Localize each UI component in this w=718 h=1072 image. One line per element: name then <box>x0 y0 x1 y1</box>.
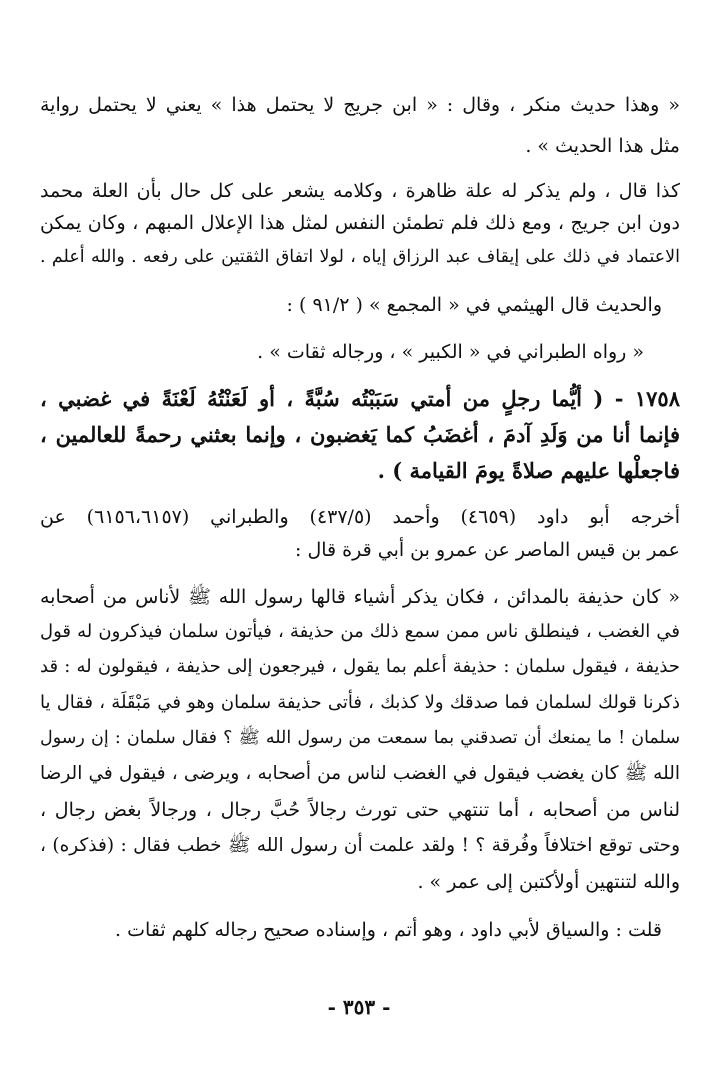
text-line-1: « وهذا حديث منكر ، وقال : « ابن جريج لا يحتمل هذا » يعني لا يحتمل رواية <box>40 94 680 116</box>
text-line-13: ذكرنا قولك لسلمان فما صدقك ولا كذبك ، فأتى حذيفة سلمان وهو في مَبْقَلَة ، فقال يا <box>40 692 680 713</box>
text-line-7: « رواه الطبراني في « الكبير » ، ورجاله ثقات » . <box>257 341 644 363</box>
text-line-9: عمر بن قيس الماصر عن عمرو بن أبي قرة قال : <box>295 539 680 561</box>
text-line-16: لناس من أصحابه ، أما تنتهي حتى تورث رجالاً حُبَّ رجال ، ورجالاً بغض رجال ، <box>40 799 680 821</box>
page-number: - ٣٥٣ - <box>327 995 391 1019</box>
text-line-18: والله لتنتهين أولأكتبن إلى عمر » . <box>417 871 680 893</box>
text-line-3: كذا قال ، ولم يذكر له علة ظاهرة ، وكلامه يشعر على كل حال بأن العلة محمد <box>40 180 680 202</box>
text-line-15: الله ﷺ كان يغضب فيقول في الغضب لناس من أصحابه ، ويرضى ، فيقول في الرضا <box>40 763 680 784</box>
text-line-14: سلمان ! ما يمنعك أن تصدقني بما سمعت من رسول الله ﷺ ؟ فقال سلمان : إن رسول <box>40 728 680 748</box>
text-line-10: « كان حذيفة بالمدائن ، فكان يذكر أشياء قالها رسول الله ﷺ لأناس من أصحابه <box>40 586 680 608</box>
text-line-17: وحتى توقع اختلافاً وفُرقة ؟ ! ولقد علمت أن رسول الله ﷺ خطب فقال : (فذكره) ، <box>40 835 680 856</box>
text-line-11: في الغضب ، فينطلق ناس ممن سمع ذلك من حذيفة ، فيأتون سلمان فيذكرون له قول <box>40 621 680 642</box>
hadith-line-3: فاجعلْها عليهم صلاةً يومَ القيامة ) . <box>377 458 680 483</box>
hadith-line-2: فإنما أنا من وَلَدِ آدمَ ، أغضَبُ كما يَغضبون ، وإنما بعثني رحمةً للعالمين ، <box>40 422 680 447</box>
text-line-8: أخرجه أبو داود (٤٦٥٩) وأحمد (٤٣٧/٥) والطبراني (٦١٥٦،٦١٥٧) عن <box>40 506 680 528</box>
text-line-6: والحديث قال الهيثمي في « المجمع » ( ٩١/٢ ) : <box>286 294 662 316</box>
text-line-19: قلت : والسياق لأبي داود ، وهو أتم ، وإسناده صحيح رجاله كلهم ثقات . <box>114 919 662 941</box>
text-line-2: مثل هذا الحديث » . <box>525 135 680 157</box>
text-line-12: حذيفة ، فيقول سلمان : حذيفة أعلم بما يقول ، فيرجعون إلى حذيفة ، فيقولون له : قد <box>40 656 680 677</box>
hadith-line-1: ١٧٥٨ - ( أيُّما رجلٍ من أمتي سَبَبْتُه سُبَّةً ، أو لَعَنْتُهُ لَعْنَةً في غضبي ، <box>40 386 680 411</box>
text-line-5: الاعتماد في ذلك على إيقاف عبد الرزاق إياه ، لولا اتفاق الثقتين على رفعه . والله أعلم . <box>40 247 680 267</box>
text-line-4: دون ابن جريج ، ومع ذلك فلم تطمئن النفس لمثل هذا الإعلال المبهم ، وكان يمكن <box>40 212 680 234</box>
